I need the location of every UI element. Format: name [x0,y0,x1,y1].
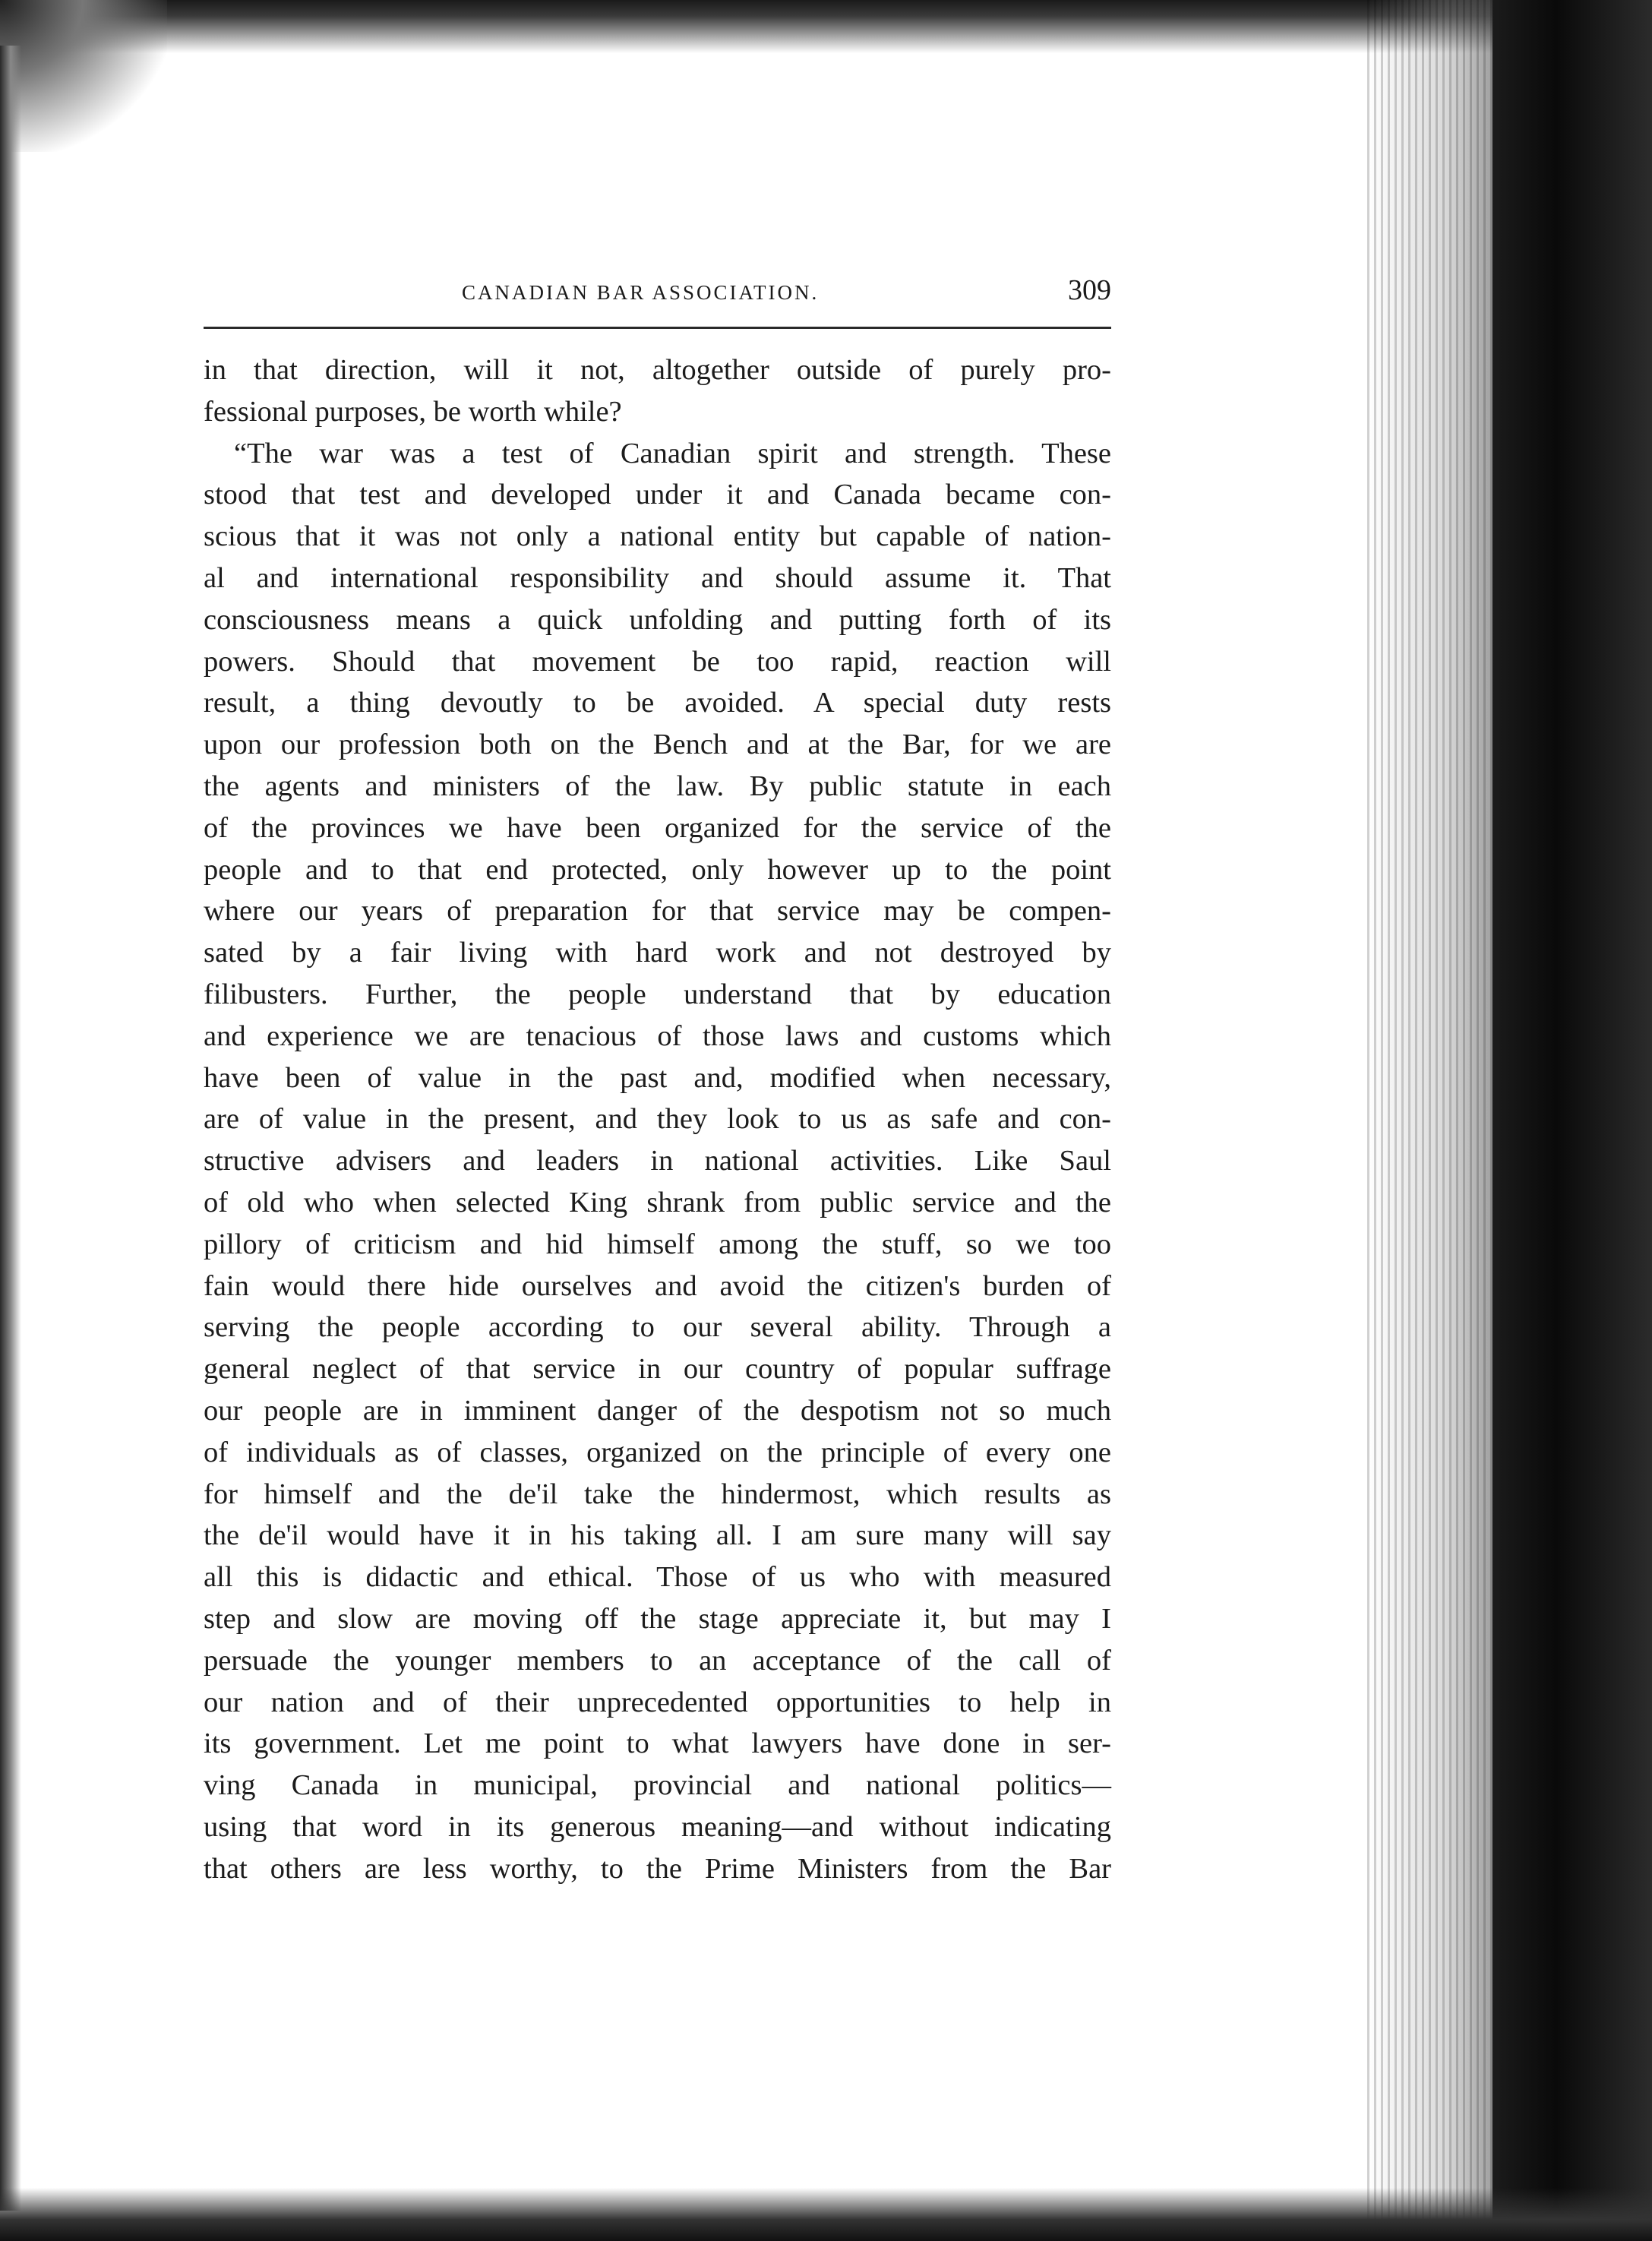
text-line: upon our profession both on the Bench and at the Bar, for we are [204,729,1111,761]
text-line: where our years of preparation for that service may be compen- [204,895,1111,928]
text-line: sated by a fair living with hard work and not destroyed by [204,937,1111,969]
text-line: in that direction, will it not, altogether outside of purely pro- [204,354,1111,386]
page-number: 309 [1068,274,1111,306]
text-line: of old who when selected King shrank from public service and the [204,1186,1111,1218]
text-line: the agents and ministers of the law. By public statute in each [204,770,1111,802]
text-line: serving the people according to our several ability. Through a [204,1311,1111,1344]
text-line: step and slow are moving off the stage appreciate it, but may I [204,1602,1111,1635]
scan-edge-left [0,46,21,2211]
text-line: have been of value in the past and, modified when necessary, [204,1061,1111,1094]
text-line: fain would there hide ourselves and avoid the citizen's burden of [204,1269,1111,1302]
running-head [204,273,1111,327]
text-line: filibusters. Further, the people understand that by education [204,978,1111,1010]
scan-edge-bottom [0,2188,1652,2241]
text-line: general neglect of that service in our country of popular suffrage [204,1353,1111,1386]
text-line: result, a thing devoutly to be avoided. A special duty rests [204,687,1111,719]
text-line: consciousness means a quick unfolding and putting forth of its [204,603,1111,636]
scan-corner-shadow [0,0,167,152]
text-line: our people are in imminent danger of the despotism not so much [204,1394,1111,1427]
text-line: for himself and the de'il take the hindermost, which results as [204,1478,1111,1510]
text-line: ving Canada in municipal, provincial and national politics— [204,1769,1111,1802]
text-line: using that word in its generous meaning—and without indicating [204,1810,1111,1843]
text-line: stood that test and developed under it and Canada became con- [204,479,1111,511]
scan-edge-right [1492,0,1652,2241]
text-line: structive advisers and leaders in national activities. Like Saul [204,1145,1111,1177]
text-line: scious that it was not only a national entity but capable of nation- [204,520,1111,553]
text-line: fessional purposes, be worth while? [204,395,622,428]
text-line: pillory of criticism and hid himself among the stuff, so we too [204,1228,1111,1260]
text-line: of the provinces we have been organized for the service of the [204,811,1111,844]
text-line: al and international responsibility and should assume it. That [204,561,1111,594]
text-line: our nation and of their unprecedented opportunities to help in [204,1686,1111,1718]
text-line: that others are less worthy, to the Prime Ministers from the Bar [204,1852,1111,1885]
header-rule [204,327,1111,329]
text-line: and experience we are tenacious of those laws and customs which [204,1019,1111,1052]
text-line: are of value in the present, and they look to us as safe and con- [204,1103,1111,1136]
text-line: persuade the younger members to an acceptance of the call of [204,1644,1111,1677]
text-line: the de'il would have it in his taking all. I am sure many will say [204,1519,1111,1552]
text-line: all this is didactic and ethical. Those of us who with measured [204,1561,1111,1594]
scan-gutter-speckle [1367,0,1496,2241]
text-line: “The war was a test of Canadian spirit and strength. These [234,437,1111,469]
text-line: of individuals as of classes, organized on the principle of every one [204,1436,1111,1468]
text-line: powers. Should that movement be too rapid, reaction will [204,645,1111,678]
book-page [204,273,1111,1889]
text-line: people and to that end protected, only however up to the point [204,853,1111,886]
running-title: CANADIAN BAR ASSOCIATION. [462,281,820,304]
body-text [204,349,1111,1889]
text-line: its government. Let me point to what lawyers have done in ser- [204,1727,1111,1760]
